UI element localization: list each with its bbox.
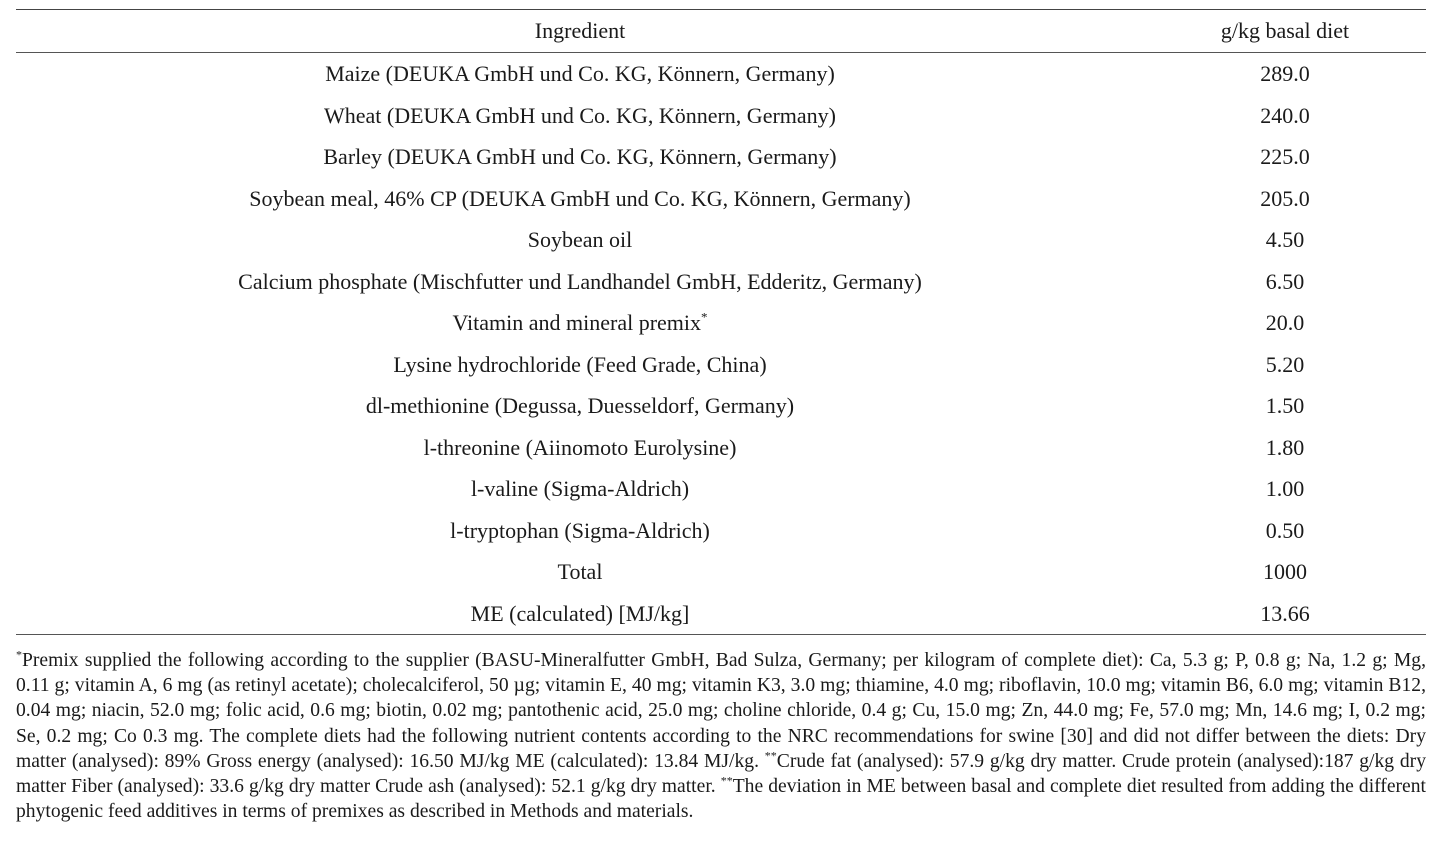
table-footnote	[16, 648, 1426, 824]
table-row	[16, 593, 1426, 635]
table-bottom-rule	[16, 634, 1426, 635]
row-ingredient	[16, 510, 1144, 552]
table-row	[16, 136, 1426, 178]
ingredient-text: l-valine (Sigma-Aldrich)	[470, 476, 690, 501]
row-value: 1.80	[1265, 434, 1305, 460]
row-value: 4.50	[1265, 227, 1305, 252]
table-row	[16, 261, 1426, 303]
ingredient-text: Barley (DEUKA GmbH und Co. KG, Könnern, Germany)	[323, 144, 837, 169]
footnote-text-premix: Premix supplied the following according to the supplier (BASU-Mineralfutter GmbH, Bad Sulza, Germany; per kilogram of complete diet): Ca, 5.3 g; P, 0.8 g; Na, 1.2 g; Mg, 0.11 g; vitamin A, 6 mg (as retinyl acetate); cholecalciferol, 50 µg; vitamin E, 40 mg; vitamin K3, 3.0 mg; thiamine, 4.0 mg; riboflavin, 10.0 mg; vitamin B6, 6.0 mg; vitamin B12, 0.04 mg; niacin, 52.0 mg; folic acid, 0.6 mg; biotin, 0.02 mg; pantothenic acid, 25.0 mg; choline chloride, 0.4 g; Cu, 15.0 mg; Zn, 44.0 mg; Fe, 57.0 mg; Mn, 14.6 mg; I, 0.2 mg; Se, 0.2 mg; Co 0.3 mg. The complete diets had the following nutrient contents according to the NRC recommendations for swine [30] and did not differ between the diets: Dry matter (analysed): 89% Gross energy (analysed): 16.50 MJ/kg ME (calculated): 13.84 MJ/kg.	[16, 650, 1426, 772]
table-header-row	[16, 10, 1426, 52]
row-ingredient	[16, 302, 1144, 344]
footnote-text-deviation: The deviation in ME between basal and complete diet resulted from adding the different phytogenic feed additives in terms of premixes as described in Methods and materials.	[16, 776, 1426, 823]
row-value: 1.50	[1265, 393, 1305, 418]
table-body	[16, 53, 1426, 634]
row-ingredient	[16, 427, 1144, 469]
ingredient-text: Vitamin and mineral premix	[452, 310, 702, 335]
footnote-mark: *	[701, 309, 708, 325]
table-row	[16, 95, 1426, 137]
ingredient-text: ME (calculated) [MJ/kg]	[470, 600, 690, 626]
ingredient-text: Wheat (DEUKA GmbH und Co. KG, Könnern, Germany)	[323, 102, 836, 128]
row-ingredient	[16, 53, 1144, 95]
row-value: 1000	[1263, 559, 1307, 584]
diet-composition-table-body	[16, 53, 1426, 634]
row-value: 225.0	[1260, 144, 1310, 169]
footnote-mark-premix: *	[16, 647, 22, 662]
row-ingredient	[16, 468, 1144, 510]
diet-composition-table	[16, 10, 1426, 52]
footnote-text-nutrients: Crude fat (analysed): 57.9 g/kg dry matter. Crude protein (analysed):187 g/kg dry matter Fiber (analysed): 33.6 g/kg dry matter Crude ash (analysed): 52.1 g/kg dry matter.	[16, 750, 1426, 798]
row-ingredient	[16, 136, 1144, 178]
ingredient-text: dl-methionine (Degussa, Duesseldorf, Germany)	[365, 393, 795, 418]
row-ingredient	[16, 551, 1144, 593]
row-value: 205.0	[1260, 185, 1310, 211]
row-value: 13.66	[1260, 600, 1310, 626]
ingredient-text: Soybean oil	[527, 227, 633, 252]
table-row	[16, 385, 1426, 427]
row-ingredient	[16, 219, 1144, 261]
diet-composition-table-container	[16, 9, 1426, 635]
row-ingredient	[16, 344, 1144, 386]
table-row	[16, 510, 1426, 552]
ingredient-text: Calcium phosphate (Mischfutter und Landhandel GmbH, Edderitz, Germany)	[238, 268, 922, 294]
table-row	[16, 344, 1426, 386]
row-value: 1.00	[1265, 476, 1305, 501]
row-ingredient	[16, 261, 1144, 303]
footnote-mark-crude-fat: **	[764, 748, 777, 763]
ingredient-text: l-threonine (Aiinomoto Eurolysine)	[423, 434, 737, 460]
footnote-paragraph	[16, 648, 1426, 824]
ingredient-text: l-tryptophan (Sigma-Aldrich)	[450, 517, 710, 543]
row-ingredient	[16, 593, 1144, 635]
row-value: 20.0	[1265, 310, 1305, 335]
row-value: 289.0	[1260, 61, 1310, 86]
row-value: 0.50	[1265, 517, 1305, 543]
table-row	[16, 178, 1426, 220]
row-value: 240.0	[1260, 102, 1310, 128]
header-ingredient: Ingredient	[534, 18, 626, 43]
row-ingredient	[16, 95, 1144, 137]
footnote-mark-deviation: **	[720, 773, 733, 788]
table-row	[16, 427, 1426, 469]
table-row	[16, 551, 1426, 593]
table-row	[16, 302, 1426, 344]
ingredient-text: Soybean meal, 46% CP (DEUKA GmbH und Co. KG, Könnern, Germany)	[249, 185, 911, 211]
ingredient-text: Total	[557, 559, 603, 584]
table-row	[16, 219, 1426, 261]
header-value: g/kg basal diet	[1220, 18, 1350, 43]
table-row	[16, 468, 1426, 510]
row-value: 6.50	[1265, 268, 1305, 294]
row-ingredient	[16, 178, 1144, 220]
row-ingredient	[16, 385, 1144, 427]
ingredient-text: Lysine hydrochloride (Feed Grade, China)	[393, 351, 767, 377]
table-row	[16, 53, 1426, 95]
ingredient-text: Maize (DEUKA GmbH und Co. KG, Könnern, Germany)	[325, 61, 835, 86]
row-value: 5.20	[1265, 351, 1305, 377]
